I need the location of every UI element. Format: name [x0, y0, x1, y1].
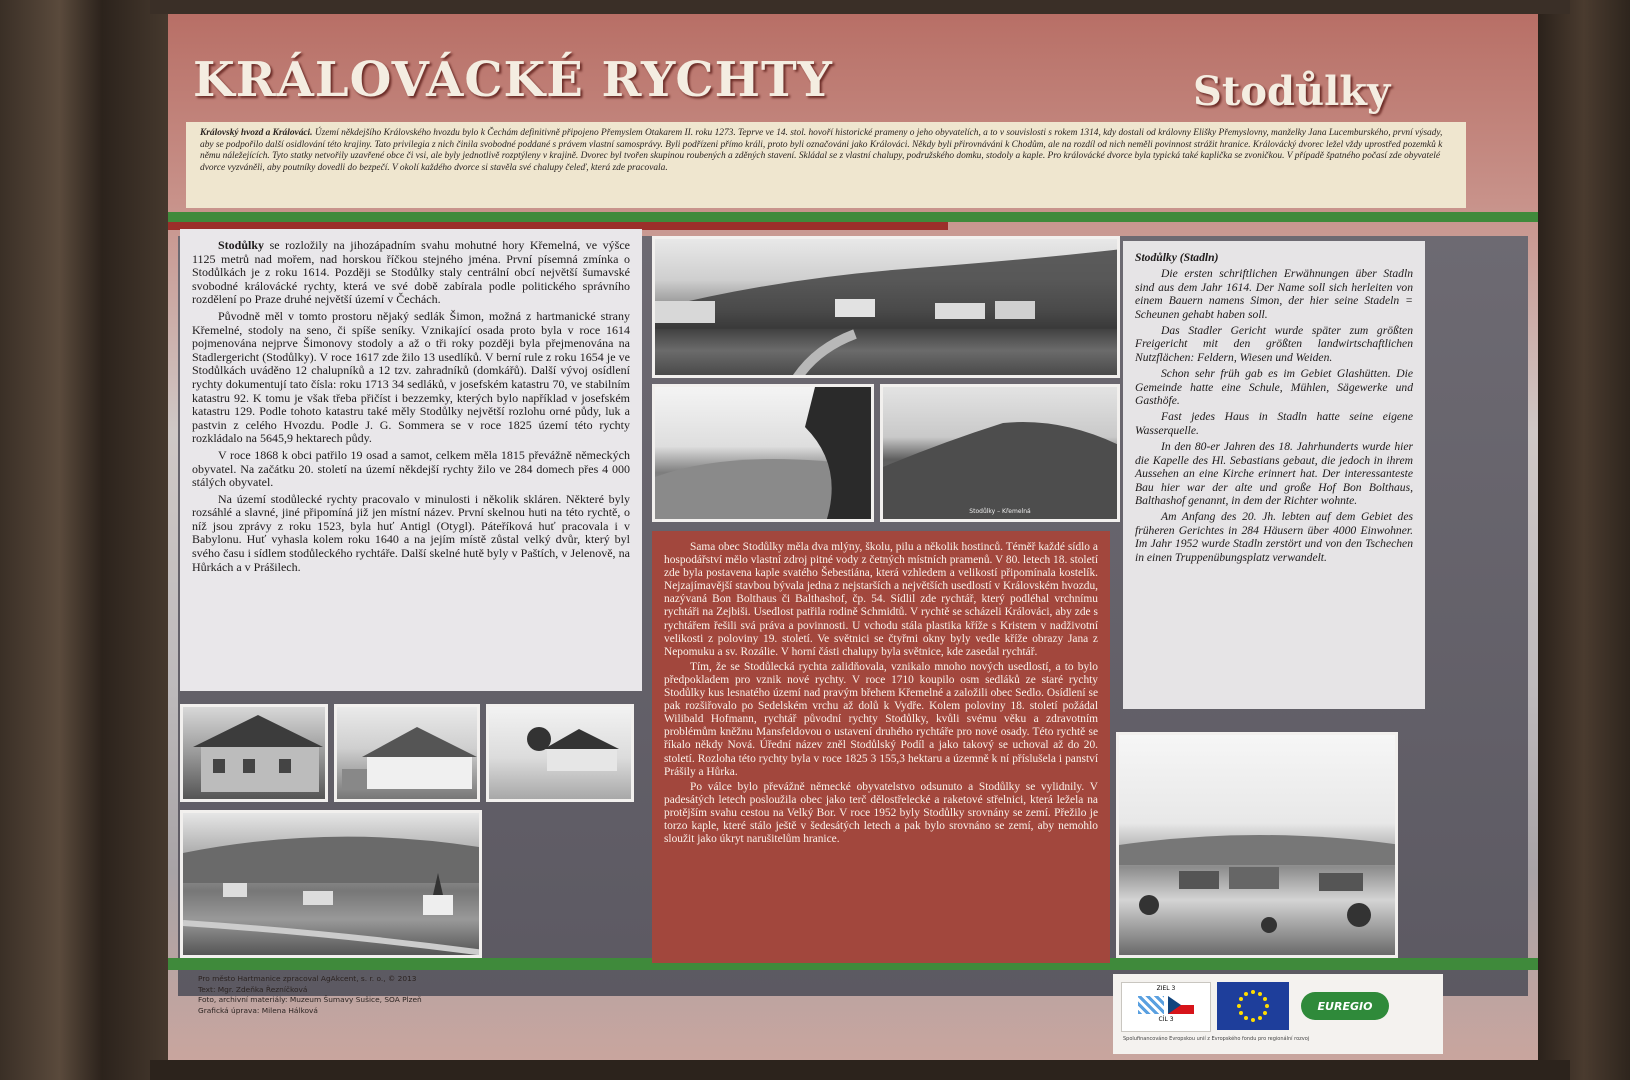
- euregio-logo: EUREGIO: [1301, 992, 1389, 1020]
- homestead-drawing: [489, 707, 634, 802]
- paragraph: Původně měl v tomto prostoru nějaký sedlák Šimon, možná z hartmanické strany Křemelné, stodoly na seno, či spíše seníky. Vznikající osada proto byla v roce 1614 pojmenována nejprve Šimonovy stodoly a až o tři roky později byla přejmenována na Stadlergericht (Stodůlky). V roce 1617 zde žilo 13 usedlíků. V berní rule z roku 1654 je ve Stodůlkách uváděno 12 chalupníků a 12 tzv. zahradníků (domkářů). Další vývoj osídlení rychty dokumentují tato čísla: roku 1713 34 sedláků, v josefském katastru 70, ve stabilním katastru 92. K tomu je však třeba přičíst i bezzemky, kterých bylo například v josefském katastru 129. Podle tohoto katastru také měly Stodůlky největší rozlohu orné půdy, luk a pastvin z celého Hvozdu. Podle J. G. Sommera se v roce 1825 území této rychty rozkládalo na 5645,9 hektarech půdy.: [192, 308, 630, 446]
- photo-old-house: [180, 704, 328, 802]
- photo-farmhouse: [334, 704, 480, 802]
- funding-note: Spolufinancováno Evropskou unií z Evropského fondu pro regionální rozvoj: [1123, 1036, 1310, 1042]
- photo-hill-kremelna: [880, 384, 1120, 522]
- paragraph: Po válce bylo převážně německé obyvatelstvo odsunuto a Stodůlky se vylidnily. V padesátých letech posloužila obec jako terč dělostřelecké a raketové střelnici, která ležela na protějším svahu cestou na Velký Bor. V roce 1952 byly Stodůlky srovnány se zemí. Přežilo je torzo kaple, které stálo ještě v šedesátých letech a pak bylo srovnáno se zemí, aby nemohlo sloužit jako úkryt narušitelům hranice.: [664, 780, 1098, 846]
- paragraph: Das Stadler Gericht wurde später zum größten Freigericht mit den größten landwirtschaftlichen Nutzflächen: Feldern, Wiesen und Weiden.: [1135, 324, 1413, 364]
- photo-tree-valley: [652, 384, 874, 522]
- german-heading: Stodůlky (Stadln): [1135, 251, 1219, 264]
- credits-line: Pro město Hartmanice zpracoval AgAkcent, s. r. o., © 2013: [198, 974, 417, 983]
- green-stripe-top: [168, 212, 1538, 222]
- wooden-frame-bottom: [150, 1060, 1570, 1080]
- photo-winter-village: [1116, 732, 1398, 958]
- eu-flag-icon: [1217, 982, 1289, 1030]
- farmhouse-drawing: [337, 707, 480, 802]
- eu-stars-icon: [1217, 982, 1289, 1030]
- paragraph: Die ersten schriftlichen Erwähnungen über Stadln sind aus dem Jahr 1614. Der Name soll sich herleiten von einem Bauern namens Simon, der hier seine Stadeln = Scheunen gehabt haben soll.: [1135, 267, 1413, 321]
- german-text-panel-right: [1123, 241, 1425, 709]
- photo-village-church: [180, 810, 482, 958]
- wooden-frame-top: [150, 0, 1570, 14]
- logo-text-bottom: CÍL 3: [1158, 1016, 1174, 1023]
- bavaria-flag-icon: [1138, 996, 1164, 1014]
- paragraph: Tím, že se Stodůlecká rychta zalidňovala, vznikalo mnoho nových usedlostí, a to bylo předpokladem pro vznik nové rychty. V roce 1710 koupilo osm sedláků ze staré rychty Stodůlky kus lesnatého území nad pravým břehem Křemelné a založili obec Sedlo. Osídlení se pak rozšiřovalo po Sedelském vrchu až dolů k Vydře. Kolem poloviny 18. století požádal Wilibald Hofmann, rychtář původní rychty Stodůlky, kvůli svému věku a zdravotním problémům kněžnu Mansfeldovou o ustavení druhého rychtáře pro nové osady. Této rychtě se říkalo někdy Nová. Úřední název zněl Stodůlský Podíl a jako takový se uchoval až do 20. století. Rozloha této rychty byla v roce 1825 3 155,3 hektaru a územně k ní příslušela i panství Prášily a Hůrka.: [664, 660, 1098, 778]
- landscape-drawing: [655, 239, 1120, 378]
- flag-icons: [1122, 996, 1210, 1014]
- credits-line: Grafická úprava: Milena Hálková: [198, 1005, 318, 1015]
- paragraph-text: se rozložily na jihozápadním svahu mohutné hory Křemelná, ve výšce 1125 metrů nad mořem, nad horskou říčkou stejného jména. První písemná zmínka o Stodůlkách je z roku 1614. Později se Stodůlky staly centrální obcí největší šumavské svobodné královácké rychty, která ve své době zabírala podle politického správního rozdělení po Praze druhé největší území v Čechách.: [192, 238, 630, 307]
- czech-text-panel-middle: [652, 531, 1110, 963]
- photo-caption: Stodůlky – Křemelná: [969, 508, 1031, 515]
- paragraph: Fast jedes Haus in Stadln hatte seine eigene Wasserquelle.: [1135, 410, 1413, 437]
- paragraph: In den 80-er Jahren des 18. Jahrhunderts wurde hier die Kapelle des Hl. Sebastians gebaut, die jedoch in ihrem Aussehen an eine Kirche erinnert hat. Der interessanteste Bau hier war der alte und große Hof Bon Bolthaus, Balthashof genannt, in dem der Richter wohnte.: [1135, 440, 1413, 507]
- wooden-frame-left: [0, 0, 170, 1080]
- place-title: Stodůlky: [1193, 68, 1391, 115]
- paragraph: V roce 1868 k obci patřilo 19 osad a samot, celkem měla 1815 převážně německých obyvatel. Na začátku 20. století na území někdejší rychty žilo ve 284 domech přes 4 000 stálých obyvatel.: [192, 447, 630, 490]
- winter-drawing: [1119, 735, 1398, 958]
- logo-text-top: ZIEL 3: [1156, 985, 1176, 992]
- paragraph: Sama obec Stodůlky měla dva mlýny, školu, pilu a několik hostinců. Téměř každé sídlo a hospodářství mělo vlastní zdroj pitné vody z četných místních pramenů. V 80. letech 18. století zde byla postavena kaple svatého Šebestiána, která vzhledem a velikostí připomínala kostelík. Nejzajímavější stavbou bývala jedna z nejstarších a největších usedlostí v Královském hvozdu, nazývaná Bon Bolthaus či Balthashof, čp. 54. Sídlil zde rychtář, který podléhal vrchnímu rychtáři na Zejbiši. Usedlost patřila rodině Schmidtů. V rychtě se scházeli Králováci, aby zde s rychtářem řešili svá práva a povinnosti. U vchodu stála plastika kříže s Kristem v nadživotní velikosti z poloviny 19. století. Ve světnici se čtyřmi okny byly vedle kříže obrazy Jana z Nepomuku a sv. Rozálie. V horní části chalupy byla světnice, kde zasedal rychtář.: [664, 541, 1098, 658]
- main-title: KRÁLOVÁCKÉ RYCHTY: [193, 52, 833, 108]
- photo-village-panorama: [652, 236, 1120, 378]
- tree-drawing: [655, 387, 874, 522]
- house-drawing: [183, 707, 328, 802]
- ziel-3-logo: [1121, 982, 1211, 1032]
- photo-homestead: [486, 704, 634, 802]
- sponsor-logos: [1113, 974, 1443, 1054]
- czech-flag-icon: [1168, 996, 1194, 1014]
- paragraph: Am Anfang des 20. Jh. lebten auf dem Gebiet des früheren Gerichtes in 284 Häusern über 4000 Einwohner. Im Jahr 1952 wurde Stadln zerstört und von den Tschechen in einen Truppenübungsplatz verwandelt.: [1135, 510, 1413, 564]
- intro-text: Území někdejšího Královského hvozdu bylo k Čechám definitivně připojeno Přemyslem Otakarem II. roku 1273. Teprve ve 14. stol. hovoří historické prameny o jeho obyvatelích, a to v souvislosti s rokem 1314, kdy dostali od královny Elišky Přemyslovny, manželky Jana Lucemburského, první výsady, aby se podpořilo další osidlování této krajiny. Tato privilegia z nich činila svobodné poddané s právem vlastní samosprávy. Byli podřízeni přímo králi, proto byli označováni jako Králováci. Někdy byli přirovnáváni k Chodům, ale na rozdíl od nich neměli povinnost strážit hranice. Královácký dvorec ležel vždy uprostřed pozemků k němu náležejících. Tyto statky netvořily uzavřené obce či vsi, ale byly jednotlivě rozptýleny v krajině. Dvorec byl tvořen skupinou roubených a zděných stavení. Skládal se z vlastní chalupy, podružského domku, stodoly a kaple. Pro královácké dvorce byla typická také kaplička se zvoničkou. V případě špatného počasí zde obyvatelé dvorce vyzváněli, aby poutníky dovedli do bezpečí. V okolí každého dvorce si stavěla své chalupy čeleď, která zde pracovala.: [200, 128, 1443, 173]
- wooden-frame-right: [1538, 0, 1630, 1080]
- intro-lead: Královský hvozd a Králováci.: [200, 128, 313, 138]
- paragraph: Schon sehr früh gab es im Gebiet Glashütten. Die Gemeinde hatte eine Schule, Mühlen, Sägewerke und Gasthöfe.: [1135, 367, 1413, 408]
- information-board: [168, 14, 1538, 1060]
- credits: [198, 974, 422, 1016]
- village-drawing: [183, 813, 482, 958]
- hill-drawing: [883, 387, 1120, 522]
- paragraph: [192, 239, 630, 307]
- credits-line: Foto, archivní materiály: Muzeum Šumavy Sušice, SOA Plzeň: [198, 995, 422, 1005]
- intro-text-block: [186, 122, 1466, 208]
- czech-text-panel-left: [180, 229, 642, 691]
- credits-line: Text: Mgr. Zdeňka Řezníčková: [198, 984, 308, 994]
- paragraph-lead: Stodůlky: [218, 238, 265, 252]
- paragraph: Na území stodůlecké rychty pracovalo v minulosti i několik skláren. Některé byly rozsáhlé a slavné, jiné připomíná již jen místní název. První skelnou huti na této rychtě, o níž jsou zprávy z roku 1523, byla huť Antigl (Otygl). Páteříková huť pracovala i v Babylonu. Huť vyhasla kolem roku 1640 a na jejím místě zůstal velký dvůr, který byl svého času i sídlem stodůleckého rychtáře. Další skelné hutě byly v Paštích, v Jelenově, na Hůrkách a v Prášilech.: [192, 491, 630, 574]
